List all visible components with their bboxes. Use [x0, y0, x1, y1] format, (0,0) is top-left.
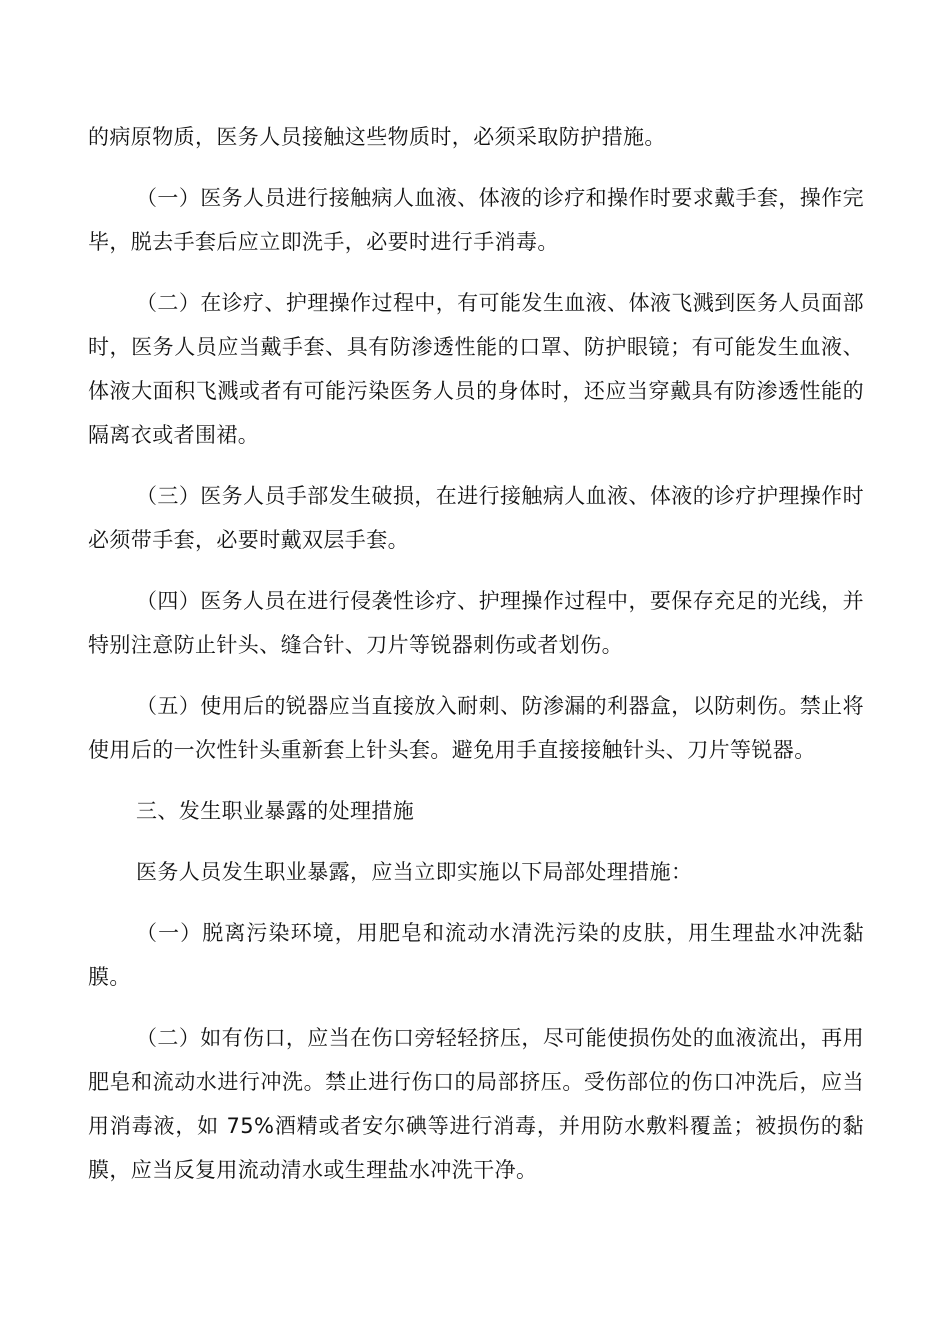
- paragraph-step-1-leave-contamination: （一）脱离污染环境，用肥皂和流动水清洗污染的皮肤，用生理盐水冲洗黏膜。: [88, 921, 864, 989]
- document-page: [88, 115, 864, 1192]
- paragraph-item-1-gloves: （一）医务人员进行接触病人血液、体液的诊疗和操作时要求戴手套，操作完毕，脱去手套后应立即洗手，必要时进行手消毒。: [88, 186, 864, 254]
- paragraph-item-2-face-protection: （二）在诊疗、护理操作过程中，有可能发生血液、体液飞溅到医务人员面部时，医务人员应当戴手套、具有防渗透性能的口罩、防护眼镜；有可能发生血液、体液大面积飞溅或者有可能污染医务人员的身体时，还应当穿戴具有防渗透性能的隔离衣或者围裙。: [88, 291, 864, 447]
- paragraph-continuation: 的病原物质，医务人员接触这些物质时，必须采取防护措施。: [88, 125, 666, 149]
- paragraph-item-3-broken-skin: （三）医务人员手部发生破损，在进行接触病人血液、体液的诊疗护理操作时必须带手套，必要时戴双层手套。: [88, 484, 864, 552]
- paragraph-item-5-sharps: （五）使用后的锐器应当直接放入耐刺、防渗漏的利器盒，以防刺伤。禁止将使用后的一次性针头重新套上针头套。避免用手直接接触针头、刀片等锐器。: [88, 694, 864, 762]
- paragraph-item-4-invasive-procedures: （四）医务人员在进行侵袭性诊疗、护理操作过程中，要保存充足的光线，并特别注意防止针头、缝合针、刀片等锐器刺伤或者划伤。: [88, 589, 864, 657]
- paragraph-step-2-wound-care: （二）如有伤口，应当在伤口旁轻轻挤压，尽可能使损伤处的血液流出，再用肥皂和流动水进行冲洗。禁止进行伤口的局部挤压。受伤部位的伤口冲洗后，应当用消毒液，如 75%酒精或者安尔碘等进行消毒，并用防水敷料覆盖；被损伤的黏膜，应当反复用流动清水或生理盐水冲洗干净。: [88, 1026, 864, 1182]
- section-heading-exposure-handling: 三、发生职业暴露的处理措施: [136, 799, 415, 823]
- paragraph-exposure-intro: 医务人员发生职业暴露，应当立即实施以下局部处理措施：: [136, 860, 693, 884]
